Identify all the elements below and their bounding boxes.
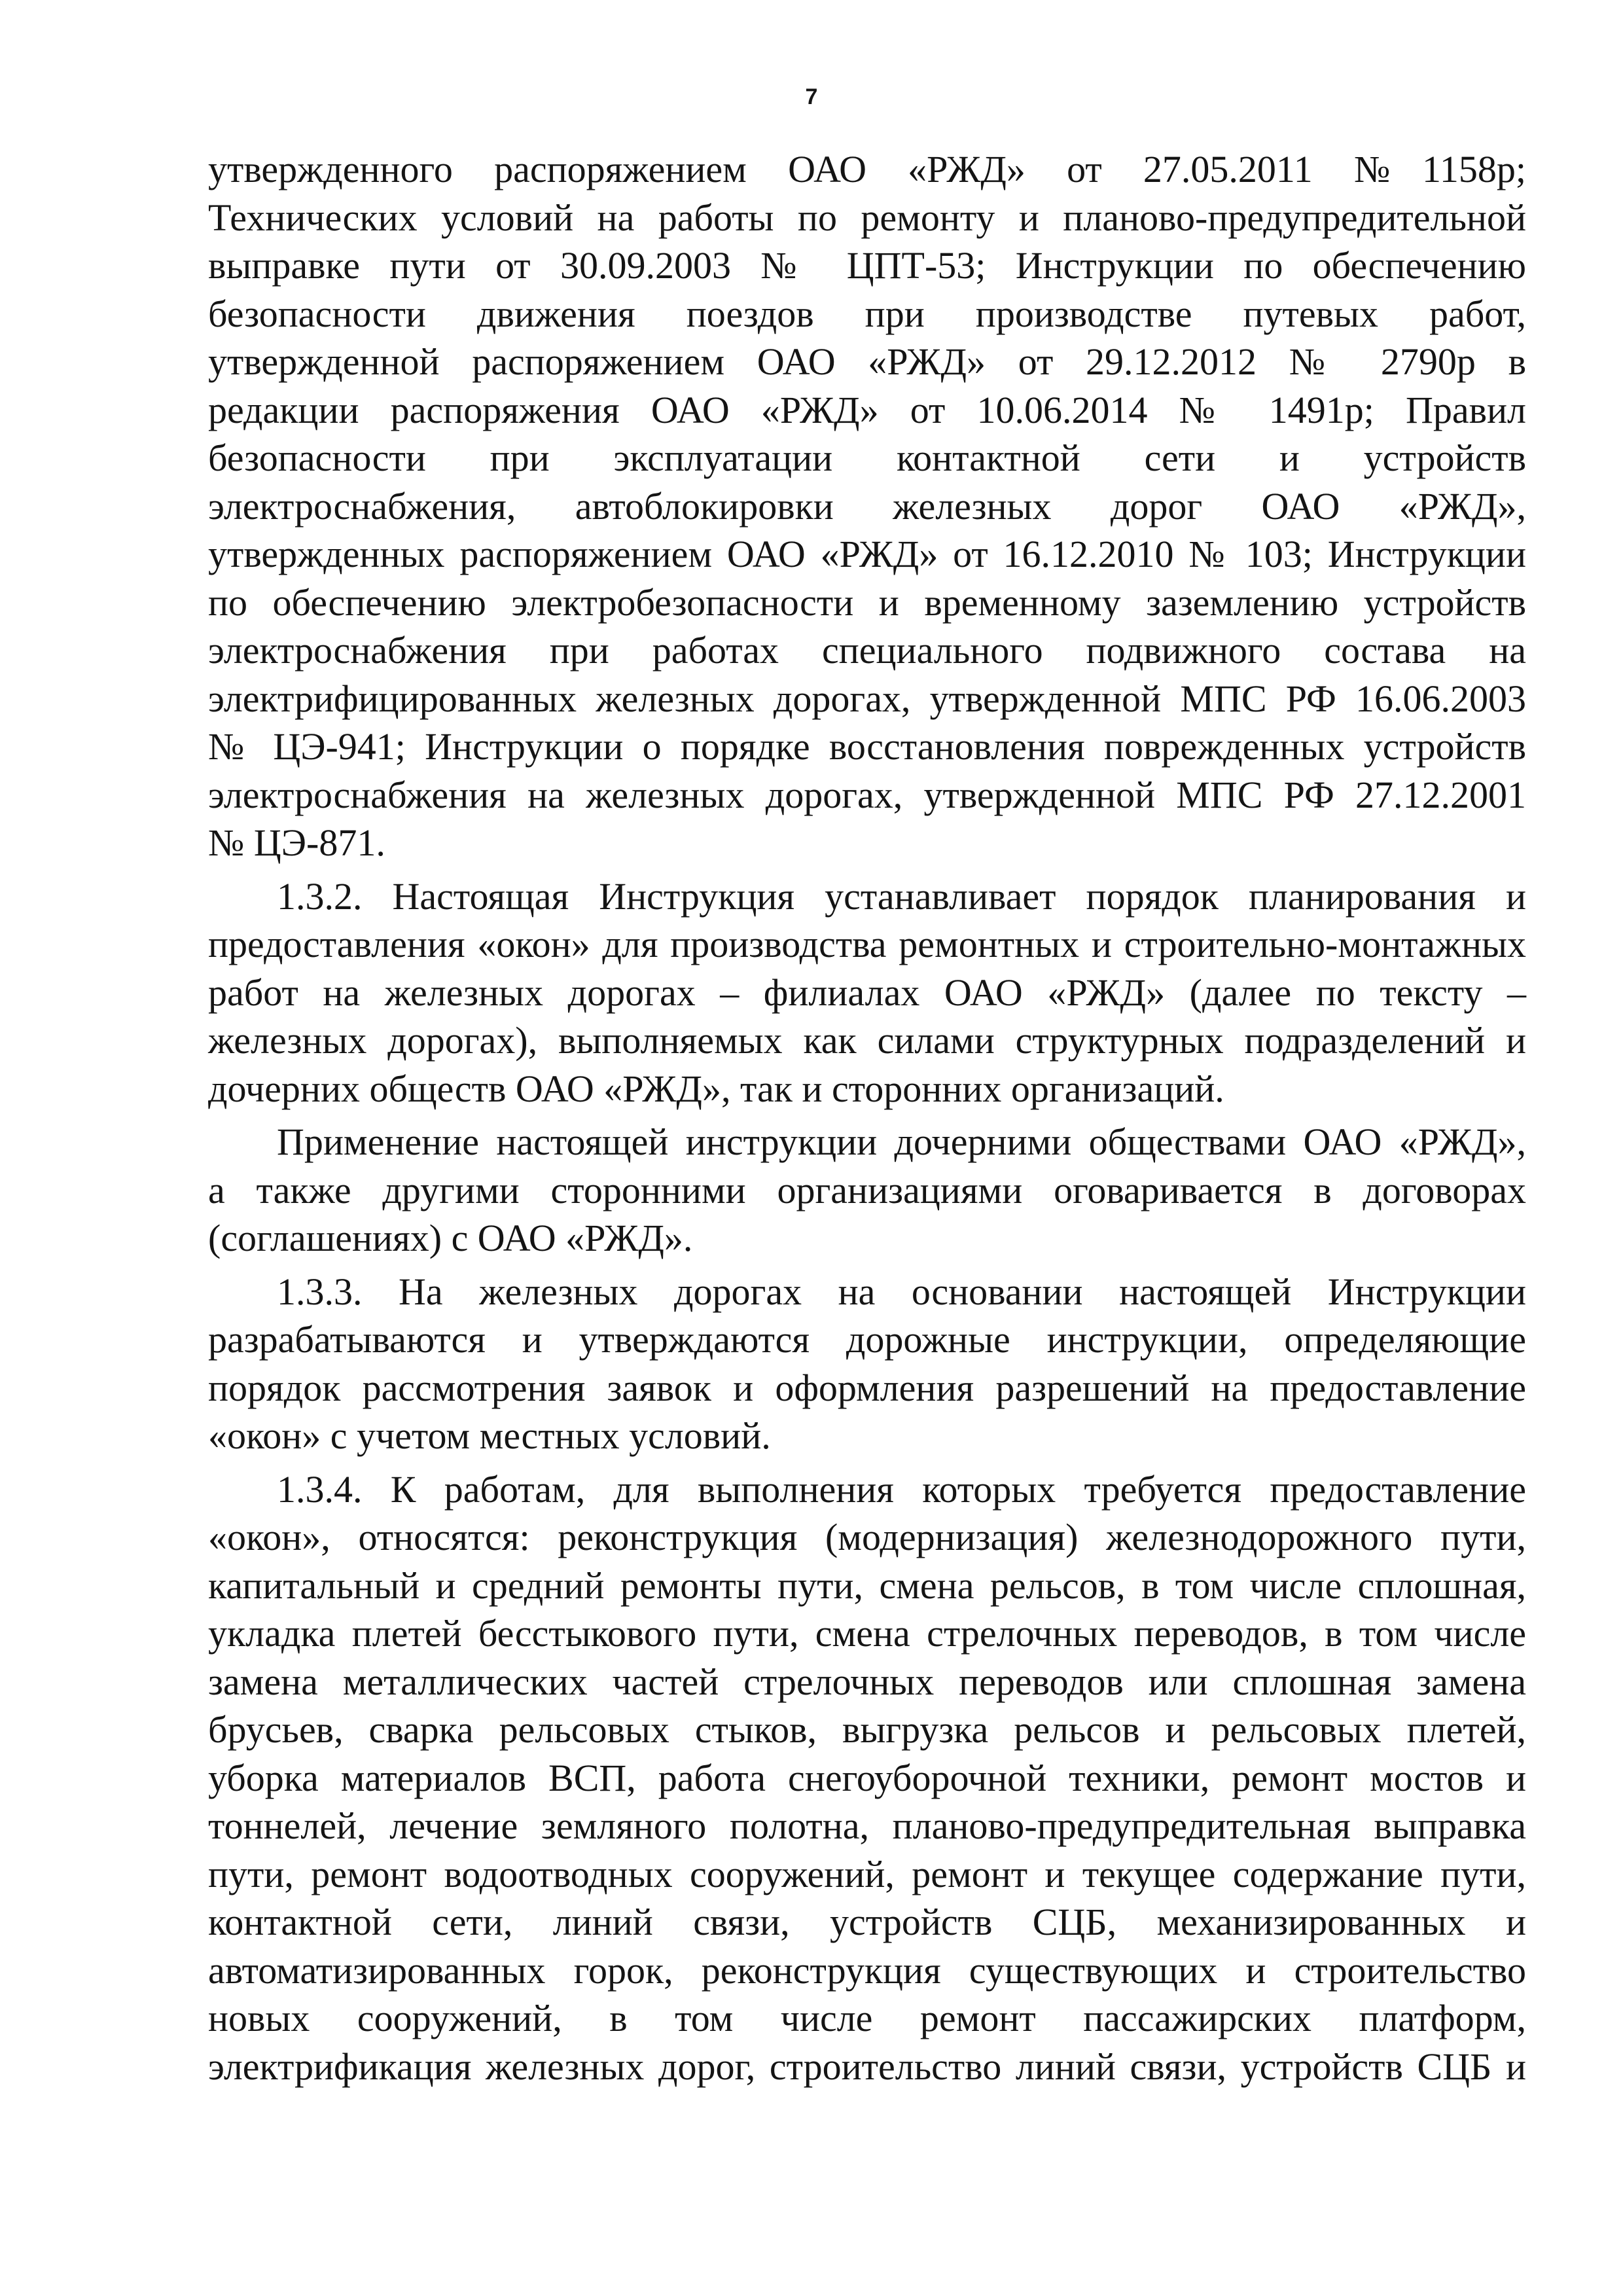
paragraph: работ на железных дорогах – филиалах ОАО «РЖД» (далее по тексту – <box>208 971 1526 1014</box>
document-body <box>208 145 1526 2090</box>
paragraph: «окон» с учетом местных условий. <box>208 1414 771 1457</box>
paragraph: электроснабжения, автоблокировки железных дорог ОАО «РЖД», <box>208 484 1526 528</box>
paragraph: пути, ремонт водоотводных сооружений, ремонт и текущее содержание пути, <box>208 1852 1526 1895</box>
section-1-3-4: 1.3.4. К работам, для выполнения которых требуется предоставление <box>277 1467 1526 1511</box>
paragraph: утвержденных распоряжением ОАО «РЖД» от 16.12.2010 № 103; Инструкции <box>208 533 1526 575</box>
section-1-3-2: 1.3.2. Настоящая Инструкция устанавливает порядок планирования и <box>277 874 1526 918</box>
paragraph: разрабатываются и утверждаются дорожные инструкции, определяющие <box>208 1318 1526 1361</box>
paragraph: а также другими сторонними организациями оговаривается в договорах <box>208 1168 1526 1211</box>
paragraph: порядок рассмотрения заявок и оформления разрешений на предоставление <box>208 1366 1526 1409</box>
paragraph: «окон», относятся: реконструкция (модернизация) железнодорожного пути, <box>208 1516 1526 1558</box>
paragraph: уборка материалов ВСП, работа снегоуборочной техники, ремонт мостов и <box>208 1756 1526 1799</box>
paragraph: капитальный и средний ремонты пути, смена рельсов, в том числе сплошная, <box>208 1564 1526 1607</box>
section-1-3-3: 1.3.3. На железных дорогах на основании настоящей Инструкции <box>277 1270 1526 1313</box>
paragraph: безопасности при эксплуатации контактной сети и устройств <box>208 437 1526 479</box>
paragraph: (соглашениях) с ОАО «РЖД». <box>208 1217 693 1259</box>
paragraph: новых сооружений, в том числе ремонт пассажирских платформ, <box>208 1997 1526 2039</box>
paragraph: дочерних обществ ОАО «РЖД», так и сторонних организаций. <box>208 1067 1224 1110</box>
paragraph: контактной сети, линий связи, устройств СЦБ, механизированных и <box>208 1901 1526 1943</box>
paragraph: безопасности движения поездов при производстве путевых работ, <box>208 292 1526 335</box>
paragraph: замена металлических частей стрелочных переводов или сплошная замена <box>208 1660 1526 1703</box>
paragraph: железных дорогах), выполняемых как силами структурных подразделений и <box>208 1019 1526 1062</box>
paragraph: выправке пути от 30.09.2003 № ЦПТ-53; Инструкции по обеспечению <box>208 244 1526 287</box>
paragraph: электроснабжения на железных дорогах, утвержденной МПС РФ 27.12.2001 <box>208 773 1526 816</box>
paragraph: брусьев, сварка рельсовых стыков, выгрузка рельсов и рельсовых плетей, <box>208 1708 1526 1751</box>
paragraph: по обеспечению электробезопасности и временному заземлению устройств <box>208 581 1526 624</box>
paragraph: Технических условий на работы по ремонту и планово-предупредительной <box>208 196 1526 239</box>
paragraph: утвержденного распоряжением ОАО «РЖД» от 27.05.2011 №1158р; <box>208 148 1526 190</box>
paragraph: редакции распоряжения ОАО «РЖД» от 10.06.2014 № 1491р; Правил <box>208 388 1526 431</box>
paragraph: Применение настоящей инструкции дочерними обществами ОАО «РЖД», <box>277 1121 1526 1163</box>
paragraph: электроснабжения при работах специального подвижного состава на <box>208 629 1526 672</box>
paragraph: утвержденной распоряжением ОАО «РЖД» от 29.12.2012 № 2790р в <box>208 340 1526 383</box>
paragraph: укладка плетей бесстыкового пути, смена стрелочных переводов, в том числе <box>208 1612 1526 1655</box>
paragraph: № ЦЭ-941; Инструкции о порядке восстановления поврежденных устройств <box>208 725 1526 768</box>
paragraph: электрификация железных дорог, строительство линий связи, устройств СЦБ и <box>208 2045 1526 2088</box>
paragraph: электрифицированных железных дорогах, утвержденной МПС РФ 16.06.2003 <box>208 677 1526 720</box>
paragraph: автоматизированных горок, реконструкция существующих и строительство <box>208 1948 1526 1992</box>
paragraph: тоннелей, лечение земляного полотна, планово-предупредительная выправка <box>208 1804 1526 1847</box>
paragraph: предоставления «окон» для производства ремонтных и строительно-монтажных <box>208 923 1526 965</box>
paragraph: № ЦЭ-871. <box>208 821 385 864</box>
page-number: 7 <box>805 84 818 109</box>
